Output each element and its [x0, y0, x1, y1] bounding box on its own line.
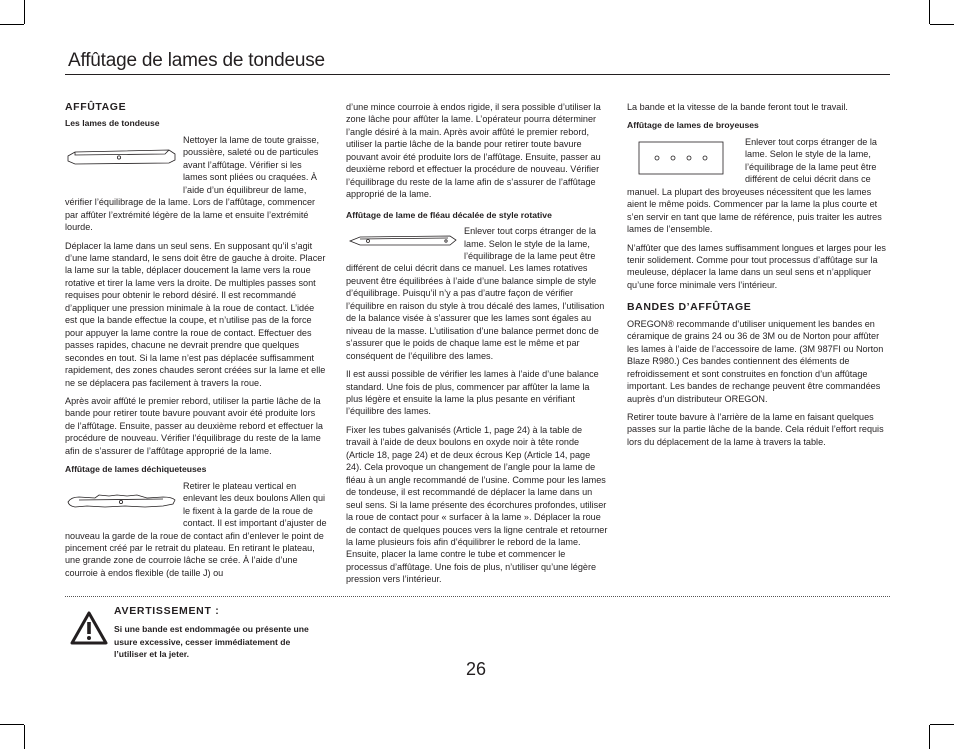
page-title: Affûtage de lames de tondeuse [68, 50, 325, 71]
crop-mark [24, 0, 25, 24]
subheading-chipper-blades: Affûtage de lames de broyeuses [627, 120, 759, 131]
page-number: 26 [466, 659, 487, 679]
crop-mark [930, 24, 954, 25]
paragraph: d’une mince courroie à endos rigide, il sera possible d’utiliser la zone lâche pour affûter la lame. L’opérateur pourra déterminer l’angle désiré à la main. Après avoir affûté le premier rebord, utiliser la partie lâche de la bande pour retirer toute bavure pouvant avoir été produite lors de l’affûtage. Ensuite, passer au deuxième rebord et effectuer la procédure de nouveau. Vérifier l’équilibrage du reste de la lame afin de s’assurer de l’affûtage approprié de la lame. [346, 102, 601, 200]
paragraph: Nettoyer la lame de toute graisse, poussière, saleté ou de particules avant l’affûtage. Vérifier si les lames sont pliées ou craquées. À l’aide d’un équilibreur de lame, vérifier l’équilibrage de la lame. Lors de l’affûtage, commencer par affûter l’extrémité légère de la lame et ensuite l’extrémité lourde. [65, 134, 319, 233]
section-heading-bandes: BANDES D’AFFÛTAGE [627, 301, 752, 314]
subheading-mulching-blades: Affûtage de lames déchiqueteuses [65, 464, 207, 475]
crop-mark [930, 724, 954, 725]
dotted-divider [65, 596, 890, 597]
paragraph: Enlever tout corps étranger de la lame. Selon le style de la lame, l’équilibrage de la lame peut être différent de celui décrit dans ce manuel. La plupart des broyeuses nécessitent que les lames aient le même poids. Commencer par la lame la plus courte et s’en servir en tant que lame de référence, puis traiter les autres lames de l’ensemble. [627, 136, 882, 235]
subheading-flail-blade: Affûtage de lame de fléau décalée de style rotative [346, 209, 552, 220]
crop-mark [929, 725, 930, 749]
paragraph: Après avoir affûté le premier rebord, utiliser la partie lâche de la bande pour retirer toute bavure pouvant avoir été produite lors de l’affûtage. Ensuite, passer au deuxième rebord et effectuer la procédure de nouveau. Vérifier l’équilibrage du reste de la lame afin de s’assurer de l’affûtage approprié de la lame. [65, 395, 323, 456]
crop-mark [929, 0, 930, 24]
section-heading-affutage: AFFÛTAGE [65, 101, 127, 113]
paragraph: Il est aussi possible de vérifier les lames à l’aide d’une balance standard. Une fois de plus, commencer par affûter la lame la plus légère et ensuite la lame la plus pesante en vérifiant l’équilibre des lames. [346, 369, 599, 417]
column-2 [346, 101, 608, 592]
column-1 [65, 101, 327, 585]
paragraph: La bande et la vitesse de la bande feront tout le travail. [627, 102, 848, 112]
chipper-blade-illustration [627, 136, 745, 184]
warning-title: AVERTISSEMENT : [114, 605, 220, 617]
paragraph: Retirer toute bavure à l’arrière de la lame en faisant quelques passes sur la partie lâche de la bande. Cela réduit l’effort requis lors du déplacement de la lame à travers la table. [627, 411, 884, 447]
subheading-mower-blades: Les lames de tondeuse [65, 118, 160, 129]
crop-mark [0, 724, 24, 725]
paragraph: OREGON® recommande d’utiliser uniquement les bandes en céramique de grains 24 ou 36 de 3M ou de Norton pour affûter les lames à l’aide de l’accessoire de lame. (3M 987FI ou Norton Blaze R980.) Ces bandes contiennent des éléments de refroidissement et sont construites en fonction d’un affûtage important. Les bandes de rechange peuvent être commandées auprès d’un distributeur OREGON. [627, 318, 884, 404]
title-rule [65, 74, 890, 75]
column-3 [627, 101, 889, 454]
warning-text: Si une bande est endommagée ou présente une usure excessive, cesser immédiatement de l’utiliser et la jeter. [114, 624, 309, 659]
crop-mark [0, 24, 24, 25]
paragraph: Fixer les tubes galvanisés (Article 1, page 24) à la table de travail à l’aide de deux boulons en oxyde noir à tête ronde (Article 18, page 24) et de deux écrous Kep (Article 14, page 24). Cela provoque un changement de l’angle pour la lame de fléau à un angle recommandé de l’usine. Comme pour les lames de tondeuse, il est recommandé de déplacer la lame dans un seul sens. Si la lame présente des écorchures profondes, utiliser la roue de contact pour « surfacer à la lame ». Déplacer la roue de contact de quelques pouces vers la ligne centrale et retourner la lame plusieurs fois afin d’équilibrer le rebord de la lame. Ensuite, placer la lame contre le tube et commencer le processus d’affûtage. Une fois de plus, n’utiliser qu’une légère pression vers l’intérieur. [346, 424, 608, 585]
warning-triangle-icon [70, 611, 108, 650]
mower-blade-illustration [65, 134, 183, 192]
crop-mark [24, 725, 25, 749]
paragraph: Déplacer la lame dans un seul sens. En supposant qu’il s’agit d’une lame standard, le sens doit être de gauche à droite. Placer la lame sur la table, déplacer doucement la lame vers la roue rotative et tirer la lame vers la droite. De multiples passes sont requises pour obtenir le rebord désiré. Il est recommandé d’appliquer une pression minimale à la roue de contact. L’idée est que la bande effectue la coupe, et n’utilise pas de la force pour appuyer la lame contre la roue de contact. Effectuer des passes rapides, chacune ne devrait prendre que quelques secondes en tout. Si la lame n’est pas déplacée suffisamment rapidement, des zones chaudes seront créées sur la lame et elle ne se déplacera pas facilement à travers la roue. [65, 240, 326, 388]
paragraph: Enlever tout corps étranger de la lame. Selon le style de la lame, l’équilibrage de la lame peut être différent de celui décrit dans ce manuel. Les lames rotatives peuvent être équilibrées à l’aide d’une balance simple de style d’équilibrage. Puisqu’il n’y a pas d’autre façon de vérifier l’équilibre en raison du style à trou décalé des lames, l’utilisation de la balance visée à s’assurer que les lames sont égales au niveau de la masse. L’utilisation d’une balance permet donc de s’assurer que le poids de chaque lame est le même et par conséquent de l’équilibre des lames. [346, 226, 605, 361]
flail-blade-illustration [346, 225, 464, 261]
paragraph: N’affûter que des lames suffisamment longues et larges pour les tenir solidement. Comme pour tout processus d’affûtage sur la meuleuse, déplacer la lame dans un seul sens et n’appliquer qu’une force minimale vers l’intérieur. [627, 242, 886, 290]
mulching-blade-illustration [65, 480, 183, 524]
paragraph: Retirer le plateau vertical en enlevant les deux boulons Allen qui le fixent à la garde de la roue de contact. Il est important d’ajuster de nouveau la garde de la roue de contact afin d’enlever le point de pincement créé par le retrait du plateau. En retirant le plateau, une grande zone de courroie lâche se crée. À l’aide d’une courroie à endos flexible (de taille J) ou [65, 480, 327, 578]
